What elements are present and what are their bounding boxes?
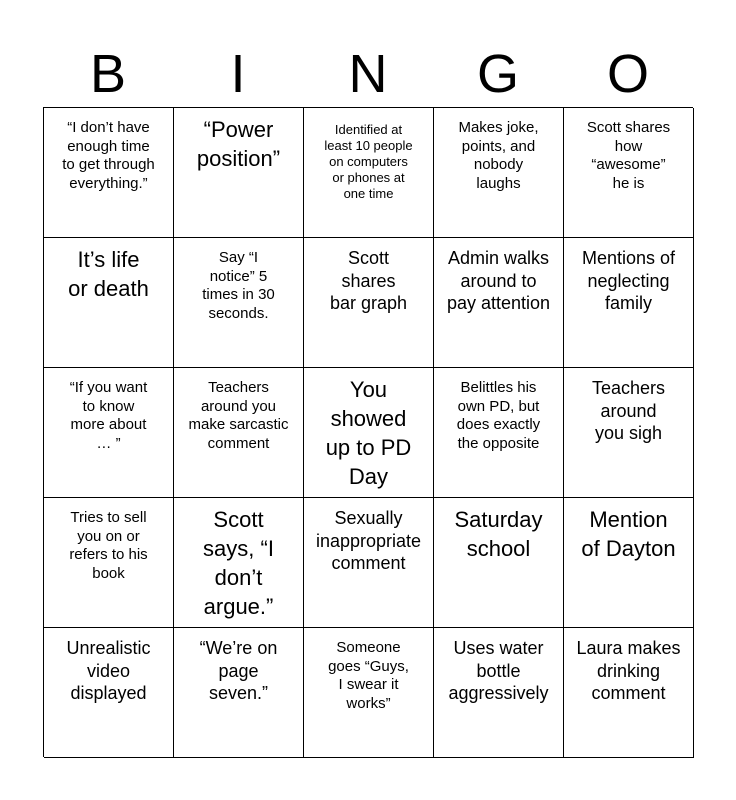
cell-text: You showed up to PD Day [325,377,412,489]
bingo-cell[interactable] [434,628,564,758]
bingo-header [43,40,693,108]
bingo-cell[interactable] [304,108,434,238]
bingo-cell[interactable] [564,238,694,368]
header-letter-o: O [606,44,649,104]
bingo-cell[interactable] [174,628,304,758]
cell-text: Scott says, “I don’t argue.” [203,507,274,619]
cell-text: Unrealistic video displayed [66,638,151,703]
bingo-cell[interactable] [434,368,564,498]
cell-text: It’s life or death [68,247,149,301]
bingo-cell[interactable] [564,108,694,238]
bingo-cell[interactable] [174,108,304,238]
cell-text: Belittles his own PD, but does exactly the opposite [456,379,541,452]
cell-text: Saturday school [454,507,543,561]
bingo-cell[interactable] [434,108,564,238]
cell-text: Laura makes drinking comment [576,638,681,703]
cell-text: “We’re on page seven.” [199,638,278,703]
cell-text: Makes joke, points, and nobody laughs [458,119,539,192]
cell-text: “Power position” [196,117,281,171]
bingo-cell[interactable] [174,498,304,628]
bingo-cell[interactable] [174,238,304,368]
cell-text: Tries to sell you on or refers to his book [69,509,148,582]
bingo-cell[interactable] [174,368,304,498]
bingo-cell[interactable] [44,238,174,368]
cell-text: Someone goes “Guys, I swear it works” [328,639,409,712]
cell-text: Admin walks around to pay attention [446,248,551,313]
header-letter-i: I [230,44,246,104]
bingo-cell[interactable] [44,368,174,498]
cell-text: Uses water bottle aggressively [448,638,549,703]
bingo-cell[interactable] [44,498,174,628]
header-letter-b: B [89,44,127,104]
header-letter-n: N [348,44,388,104]
bingo-cell[interactable] [304,498,434,628]
cell-text: Say “I notice” 5 times in 30 seconds. [202,249,275,322]
bingo-cell[interactable] [434,498,564,628]
cell-text: Sexually inappropriate comment [315,508,422,573]
bingo-cell[interactable] [434,238,564,368]
cell-text: “If you want to know more about … ” [69,379,148,452]
bingo-cell[interactable] [304,628,434,758]
cell-text: Teachers around you make sarcastic comment [188,379,289,452]
bingo-cell[interactable] [564,368,694,498]
cell-text: Teachers around you sigh [591,378,666,443]
bingo-cell[interactable] [44,628,174,758]
bingo-cell[interactable] [564,498,694,628]
cell-text: Identified at least 10 people on computers or phones at one time [324,122,413,201]
bingo-cell[interactable] [564,628,694,758]
cell-text: Mention of Dayton [581,507,676,561]
bingo-cell[interactable] [304,238,434,368]
bingo-board [43,107,693,757]
bingo-cell[interactable] [44,108,174,238]
header-letter-g: G [476,44,519,104]
cell-text: Mentions of neglecting family [581,248,676,313]
bingo-cell-center[interactable] [304,368,434,498]
cell-text: “I don’t have enough time to get through everything.” [62,119,155,192]
cell-text: Scott shares how “awesome” he is [586,119,671,192]
cell-text: Scott shares bar graph [329,248,408,313]
